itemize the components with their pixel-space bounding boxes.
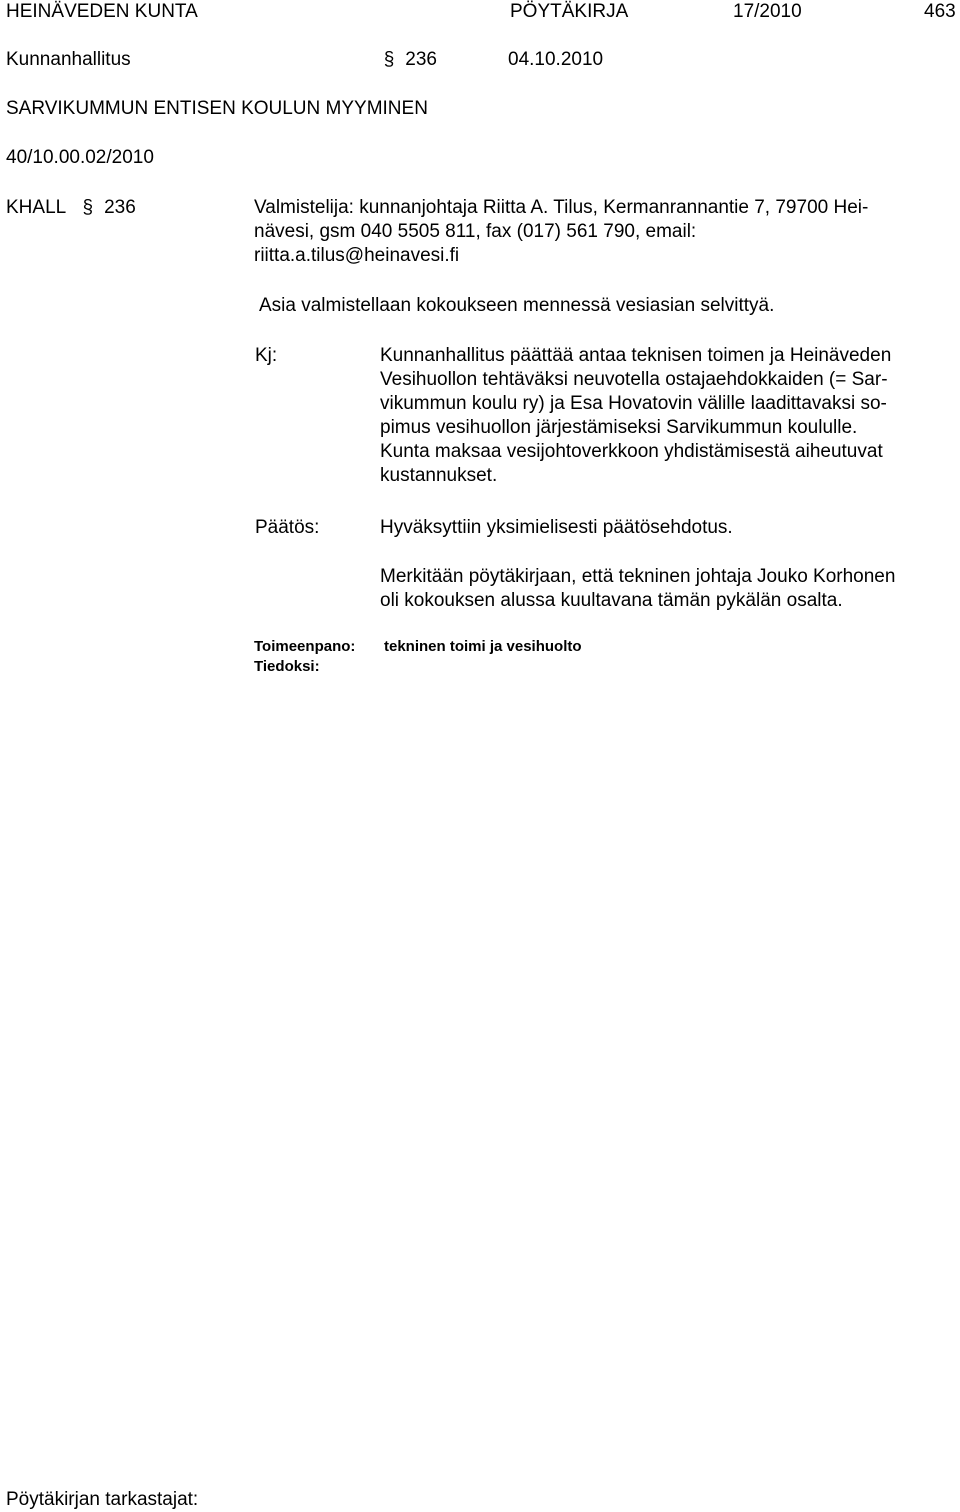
meeting-section: [382, 48, 437, 72]
meeting-section-number: 236: [405, 49, 437, 70]
preparer-line: Valmistelija: kunnanjohtaja Riitta A. Tilus, Kermanrannantie 7, 79700 Hei-: [254, 197, 869, 218]
proposal-line: vikummun koulu ry) ja Esa Hovatovin välille laadittavaksi so-: [380, 393, 887, 414]
proposal-label: Kj:: [255, 345, 278, 366]
diary-number: 40/10.00.02/2010: [6, 147, 154, 168]
preparer-line: nävesi, gsm 040 5505 811, fax (017) 561 790, email:: [254, 221, 697, 242]
section-sign: §: [383, 49, 395, 70]
proposal-text: [380, 344, 958, 488]
preparer-email: riitta.a.tilus@heinavesi.fi: [254, 245, 460, 266]
decision-note-line: oli kokouksen alussa kuultavana tämän pykälän osalta.: [380, 590, 843, 611]
implementation-value: tekninen toimi ja vesihuolto: [384, 638, 582, 655]
document-type: PÖYTÄKIRJA: [510, 1, 629, 22]
khall-label: KHALL: [6, 197, 66, 218]
proposal-line: Kunta maksaa vesijohtoverkkoon yhdistämisestä aiheutuvat: [380, 441, 883, 462]
proposal-line: pimus vesihuollon järjestämiseksi Sarvikummun koululle.: [380, 417, 858, 438]
implementation-labels: [254, 637, 355, 677]
notification-label: Tiedoksi:: [254, 658, 320, 675]
proposal-line: kustannukset.: [380, 465, 498, 486]
document-number: 17/2010: [733, 1, 802, 22]
proposal-line: Kunnanhallitus päättää antaa teknisen toimen ja Heinäveden: [380, 345, 892, 366]
proposal-line: Vesihuollon tehtäväksi neuvotella ostajaehdokkaiden (= Sar-: [380, 369, 888, 390]
municipality-name: HEINÄVEDEN KUNTA: [6, 1, 198, 22]
khall-section-sign: §: [82, 197, 94, 218]
decision-label: Päätös:: [255, 517, 320, 538]
preparer-block: [254, 196, 868, 268]
page-number: 463: [924, 1, 956, 22]
reviewers-label: Pöytäkirjan tarkastajat:: [6, 1489, 199, 1510]
decision-text: Hyväksyttiin yksimielisesti päätösehdotus.: [380, 517, 733, 538]
meeting-body: Kunnanhallitus: [6, 49, 131, 70]
decision-note: [380, 565, 958, 613]
item-title: SARVIKUMMUN ENTISEN KOULUN MYYMINEN: [6, 98, 428, 119]
preparation-note: Asia valmistellaan kokoukseen mennessä vesiasian selvittyä.: [259, 295, 775, 316]
khall-reference: [6, 196, 136, 220]
meeting-date: 04.10.2010: [508, 49, 604, 70]
decision-note-line: Merkitään pöytäkirjaan, että tekninen johtaja Jouko Korhonen: [380, 566, 896, 587]
implementation-label: Toimeenpano:: [254, 638, 356, 655]
khall-section-number: 236: [104, 197, 136, 218]
